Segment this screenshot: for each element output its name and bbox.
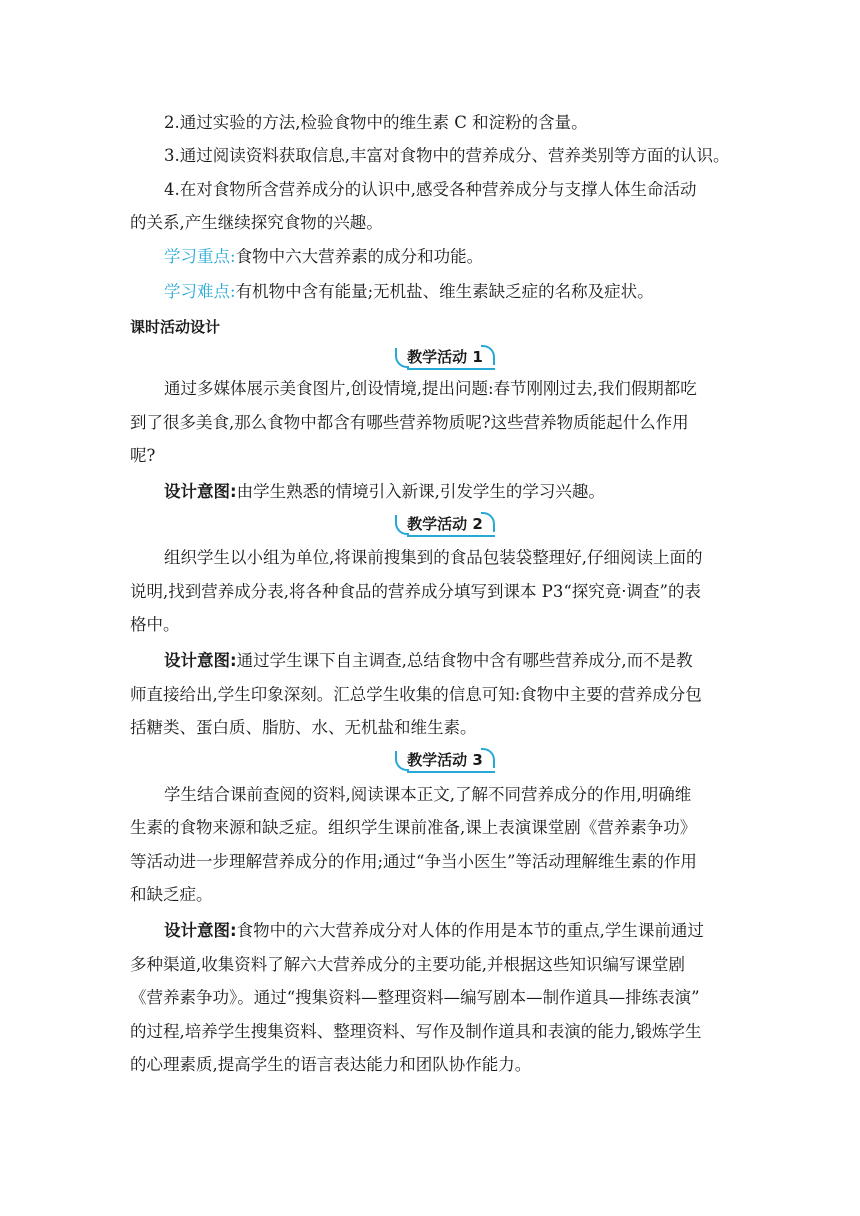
- section-title: 课时活动设计: [130, 318, 221, 336]
- intent-label: 设计意图:: [164, 651, 237, 670]
- heading-bracket-left: [395, 751, 409, 771]
- activity-3-intent-3: 《营养素争功》。通过“搜集资料—整理资料—编写剧本—制作道具—排练表演”: [130, 988, 700, 1007]
- activity-3-heading: [395, 748, 495, 772]
- activity-3-body-4: 和缺乏症。: [130, 885, 213, 904]
- activity-2-intent-3: 括糖类、蛋白质、脂肪、水、无机盐和维生素。: [130, 718, 477, 737]
- activity-2-body-2: 说明,找到营养成分表,将各种食品的营养成分填写到课本 P3“探究竟·调查”的表: [130, 582, 701, 601]
- activity-3-intent-1: 食物中的六大营养成分对人体的作用是本节的重点,学生课前通过: [236, 921, 704, 940]
- activity-2-intent-2: 师直接给出,学生印象深刻。汇总学生收集的信息可知:食物中主要的营养成分包: [130, 685, 702, 704]
- objective-4-cont: 的关系,产生继续探究食物的兴趣。: [130, 213, 383, 232]
- activity-3-body-2: 生素的食物来源和缺乏症。组织学生课前准备,课上表演课堂剧《营养素争功》: [130, 818, 697, 837]
- key-point-text: 食物中六大营养素的成分和功能。: [235, 247, 484, 266]
- objective-2: 2.通过实验的方法,检验食物中的维生素 C 和淀粉的含量。: [164, 113, 588, 132]
- activity-3-intent-2: 多种渠道,收集资料了解六大营养成分的主要功能,并根据这些知识编写课堂剧: [130, 955, 685, 974]
- activity-2-body-3: 格中。: [130, 615, 180, 634]
- activity-3-intent-5: 的心理素质,提高学生的语言表达能力和团队协作能力。: [130, 1055, 532, 1074]
- heading-underline: [407, 368, 495, 370]
- key-point-label: 学习重点:: [164, 247, 236, 266]
- activity-2-intent: [164, 651, 693, 671]
- difficulty-label: 学习难点:: [164, 282, 236, 301]
- intent-label: 设计意图:: [164, 921, 237, 940]
- activity-3-body-1: 学生结合课前查阅的资料,阅读课本正文,了解不同营养成分的作用,明确维: [164, 785, 692, 804]
- objective-3: 3.通过阅读资料获取信息,丰富对食物中的营养成分、营养类别等方面的认识。: [164, 146, 730, 165]
- activity-1-title: 教学活动 1: [407, 348, 483, 366]
- objective-4: 4.在对食物所含营养成分的认识中,感受各种营养成分与支撑人体生命活动: [164, 180, 697, 199]
- intent-label: 设计意图:: [164, 482, 237, 501]
- activity-3-title: 教学活动 3: [407, 751, 483, 769]
- activity-3-intent: [164, 921, 704, 941]
- activity-3-intent-4: 的过程,培养学生搜集资料、整理资料、写作及制作道具和表演的能力,锻炼学生: [130, 1022, 702, 1041]
- heading-bracket-right: [481, 748, 495, 768]
- activity-1-body-2: 到了很多美食,那么食物中都含有哪些营养物质呢?这些营养物质能起什么作用: [130, 413, 689, 432]
- activity-1-body-1: 通过多媒体展示美食图片,创设情境,提出问题:春节刚刚过去,我们假期都吃: [164, 379, 697, 398]
- difficulty-text: 有机物中含有能量;无机盐、维生素缺乏症的名称及症状。: [235, 282, 654, 301]
- difficulty: [164, 282, 654, 302]
- key-point: [164, 247, 483, 267]
- activity-1-heading: [395, 345, 495, 369]
- activity-2-heading: [395, 512, 495, 536]
- activity-1-body-3: 呢?: [130, 446, 156, 465]
- activity-3-body-3: 等活动进一步理解营养成分的作用;通过“争当小医生”等活动理解维生素的作用: [130, 852, 697, 871]
- heading-underline: [407, 771, 495, 773]
- heading-bracket-right: [481, 345, 495, 365]
- activity-1-intent-1: 由学生熟悉的情境引入新课,引发学生的学习兴趣。: [236, 482, 605, 501]
- activity-2-body-1: 组织学生以小组为单位,将课前搜集到的食品包装袋整理好,仔细阅读上面的: [164, 548, 703, 567]
- activity-2-intent-1: 通过学生课下自主调查,总结食物中含有哪些营养成分,而不是教: [236, 651, 693, 670]
- heading-bracket-right: [481, 512, 495, 532]
- heading-underline: [407, 535, 495, 537]
- activity-1-intent: [164, 482, 605, 502]
- activity-2-title: 教学活动 2: [407, 515, 483, 533]
- heading-bracket-left: [395, 348, 409, 368]
- heading-bracket-left: [395, 515, 409, 535]
